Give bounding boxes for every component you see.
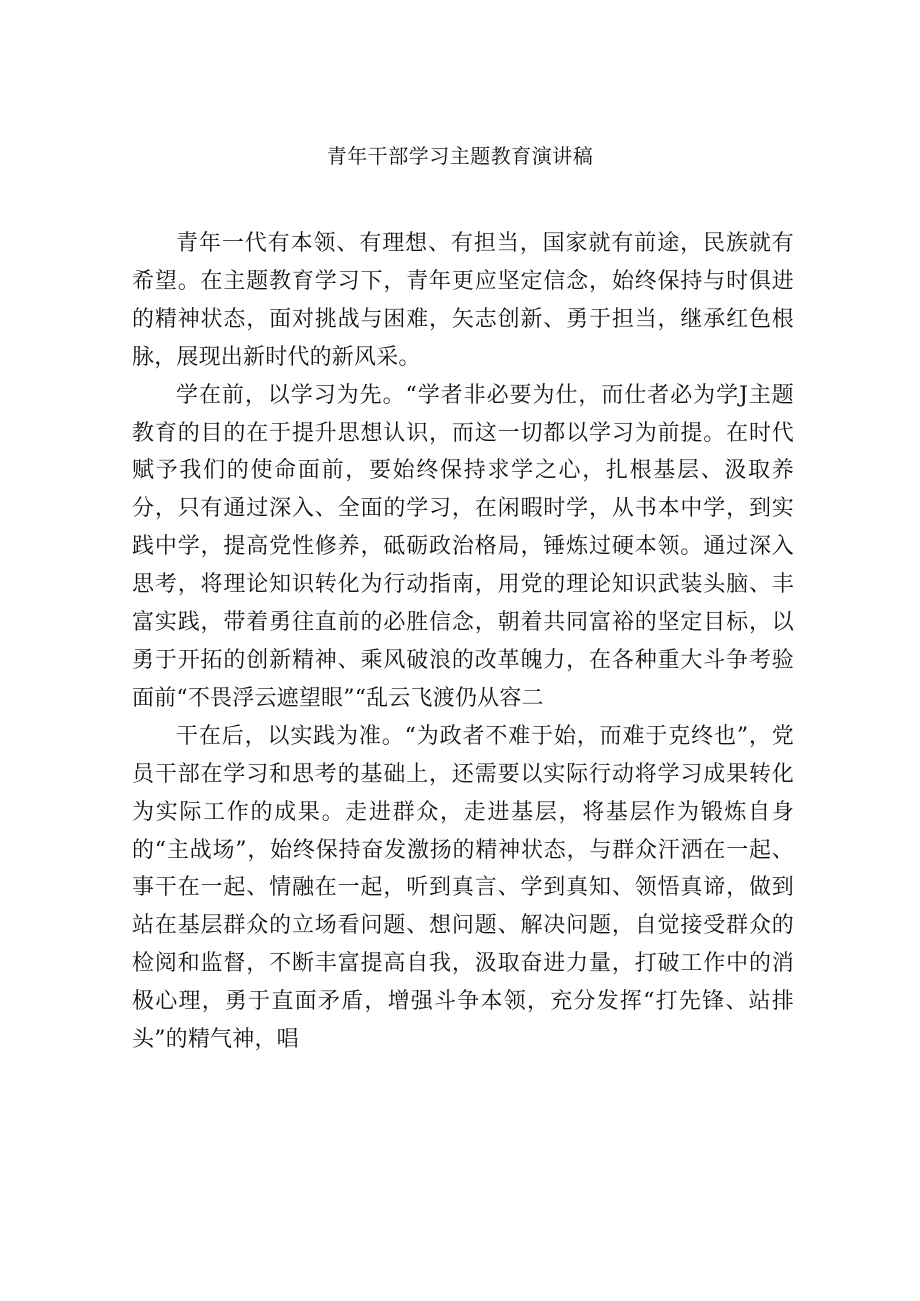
paragraph-study-first: 学在前，以学习为先。“学者非必要为仕，而仕者必为学J主题教育的目的在于提升思想认识，而这一切都以学习为前提。在时代赋予我们的使命面前，要始终保持求学之心，扎根基层、汲取养分，只有通过深入、全面的学习，在闲暇时学，从书本中学，到实践中学，提高党性修养，砥砺政治格局，锤炼过硬本领。通过深入思考，将理论知识转化为行动指南，用党的理论知识武装头脑、丰富实践，带着勇往直前的必胜信念，朝着共同富裕的坚定目标，以勇于开拓的创新精神、乘风破浪的改革魄力，在各种重大斗争考验面前“不畏浮云遮望眼”“乱云飞渡仍从容二 [132,382,794,711]
document-title: 青年干部学习主题教育演讲稿 [326,144,594,168]
paragraph-intro: 青年一代有本领、有理想、有担当，国家就有前途，民族就有希望。在主题教育学习下，青年更应坚定信念，始终保持与时俱进的精神状态，面对挑战与困难，矢志创新、勇于担当，继承红色根脉，展现出新时代的新风采。 [132,231,794,370]
document-body [132,225,794,1059]
paragraph-practice-after: 干在后，以实践为准。“为政者不难于始，而难于克终也”，党员干部在学习和思考的基础上，还需要以实际行动将学习成果转化为实际工作的成果。走进群众，走进基层，将基层作为锻炼自身的“主战场”，始终保持奋发激扬的精神状态，与群众汗洒在一起、事干在一起、情融在一起，听到真言、学到真知、领悟真谛，做到站在基层群众的立场看问题、想问题、解决问题，自觉接受群众的检阅和监督，不断丰富提高自我，汲取奋进力量，打破工作中的消极心理，勇于直面矛盾，增强斗争本领，充分发挥“打先锋、站排头”的精气神，唱 [132,723,794,1053]
